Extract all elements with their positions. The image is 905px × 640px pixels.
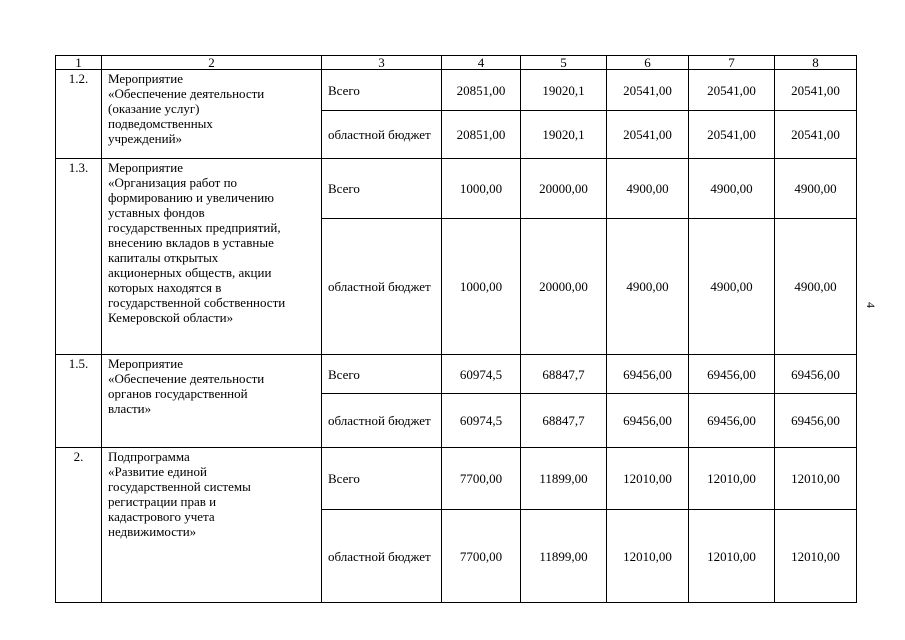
value-cell: 20851,00: [442, 111, 521, 159]
value-cell: 11899,00: [521, 448, 607, 510]
title-line: государственных предприятий,: [108, 220, 281, 235]
column-header: 6: [607, 56, 689, 70]
value-cell: 4900,00: [607, 219, 689, 355]
title-line: внесению вкладов в уставные: [108, 235, 274, 250]
column-header: 8: [775, 56, 857, 70]
column-header: 5: [521, 56, 607, 70]
value-cell: 69456,00: [689, 355, 775, 394]
row-title: [102, 70, 322, 159]
value-cell: 11899,00: [521, 510, 607, 603]
value-cell: 1000,00: [442, 159, 521, 219]
value-cell: 12010,00: [775, 448, 857, 510]
title-line: органов государственной: [108, 386, 248, 401]
title-line: Кемеровской области»: [108, 310, 234, 325]
value-cell: 4900,00: [607, 159, 689, 219]
row-title: [102, 355, 322, 448]
funding-source: областной бюджет: [322, 219, 442, 355]
value-cell: 19020,1: [521, 111, 607, 159]
value-cell: 4900,00: [689, 159, 775, 219]
budget-table: [55, 55, 857, 603]
funding-source: Всего: [322, 448, 442, 510]
funding-source: Всего: [322, 159, 442, 219]
value-cell: 12010,00: [775, 510, 857, 603]
value-cell: 69456,00: [775, 355, 857, 394]
value-cell: 60974,5: [442, 355, 521, 394]
value-cell: 69456,00: [607, 394, 689, 448]
title-line: акционерных обществ, акции: [108, 265, 272, 280]
value-cell: 20000,00: [521, 159, 607, 219]
value-cell: 12010,00: [607, 510, 689, 603]
value-cell: 20000,00: [521, 219, 607, 355]
funding-source: областной бюджет: [322, 111, 442, 159]
title-line: уставных фондов: [108, 205, 205, 220]
title-line: государственной собственности: [108, 295, 286, 310]
value-cell: 20541,00: [775, 111, 857, 159]
value-cell: 7700,00: [442, 448, 521, 510]
value-cell: 68847,7: [521, 394, 607, 448]
value-cell: 69456,00: [775, 394, 857, 448]
row-index: 1.5.: [56, 355, 102, 448]
title-line: «Организация работ по: [108, 175, 238, 190]
table-body: [56, 56, 857, 603]
title-line: регистрации прав и: [108, 494, 217, 509]
value-cell: 69456,00: [689, 394, 775, 448]
title-line: капиталы открытых: [108, 250, 219, 265]
title-line: формированию и увеличению: [108, 190, 274, 205]
title-line: государственной системы: [108, 479, 251, 494]
column-number-row: [56, 56, 857, 70]
value-cell: 4900,00: [689, 219, 775, 355]
title-line: «Развитие единой: [108, 464, 207, 479]
value-cell: 19020,1: [521, 70, 607, 111]
title-line: недвижимости»: [108, 524, 197, 539]
title-line: власти»: [108, 401, 152, 416]
value-cell: 20541,00: [607, 70, 689, 111]
value-cell: 68847,7: [521, 355, 607, 394]
funding-source: областной бюджет: [322, 394, 442, 448]
funding-source: областной бюджет: [322, 510, 442, 603]
title-line: которых находятся в: [108, 280, 222, 295]
value-cell: 4900,00: [775, 159, 857, 219]
value-cell: 1000,00: [442, 219, 521, 355]
table-row: [56, 448, 857, 510]
title-line: Мероприятие: [108, 160, 183, 175]
title-line: «Обеспечение деятельности: [108, 86, 265, 101]
value-cell: 20541,00: [689, 70, 775, 111]
value-cell: 7700,00: [442, 510, 521, 603]
title-line: Подпрограмма: [108, 449, 190, 464]
row-title: [102, 448, 322, 603]
value-cell: 20541,00: [775, 70, 857, 111]
column-header: 1: [56, 56, 102, 70]
value-cell: 20541,00: [607, 111, 689, 159]
row-index: 1.3.: [56, 159, 102, 355]
value-cell: 60974,5: [442, 394, 521, 448]
row-title: [102, 159, 322, 355]
column-header: 7: [689, 56, 775, 70]
value-cell: 12010,00: [689, 448, 775, 510]
column-header: 2: [102, 56, 322, 70]
value-cell: 12010,00: [689, 510, 775, 603]
row-index: 1.2.: [56, 70, 102, 159]
column-header: 3: [322, 56, 442, 70]
title-line: Мероприятие: [108, 356, 183, 371]
title-line: (оказание услуг): [108, 101, 200, 116]
title-line: подведомственных: [108, 116, 213, 131]
page-number: 4: [864, 302, 878, 308]
row-index: 2.: [56, 448, 102, 603]
title-line: «Обеспечение деятельности: [108, 371, 265, 386]
value-cell: 12010,00: [607, 448, 689, 510]
funding-source: Всего: [322, 70, 442, 111]
title-line: кадастрового учета: [108, 509, 215, 524]
value-cell: 4900,00: [775, 219, 857, 355]
table-row: [56, 70, 857, 111]
column-header: 4: [442, 56, 521, 70]
value-cell: 20541,00: [689, 111, 775, 159]
funding-source: Всего: [322, 355, 442, 394]
value-cell: 20851,00: [442, 70, 521, 111]
value-cell: 69456,00: [607, 355, 689, 394]
table-row: [56, 355, 857, 394]
title-line: учреждений»: [108, 131, 183, 146]
title-line: Мероприятие: [108, 71, 183, 86]
table-row: [56, 159, 857, 219]
